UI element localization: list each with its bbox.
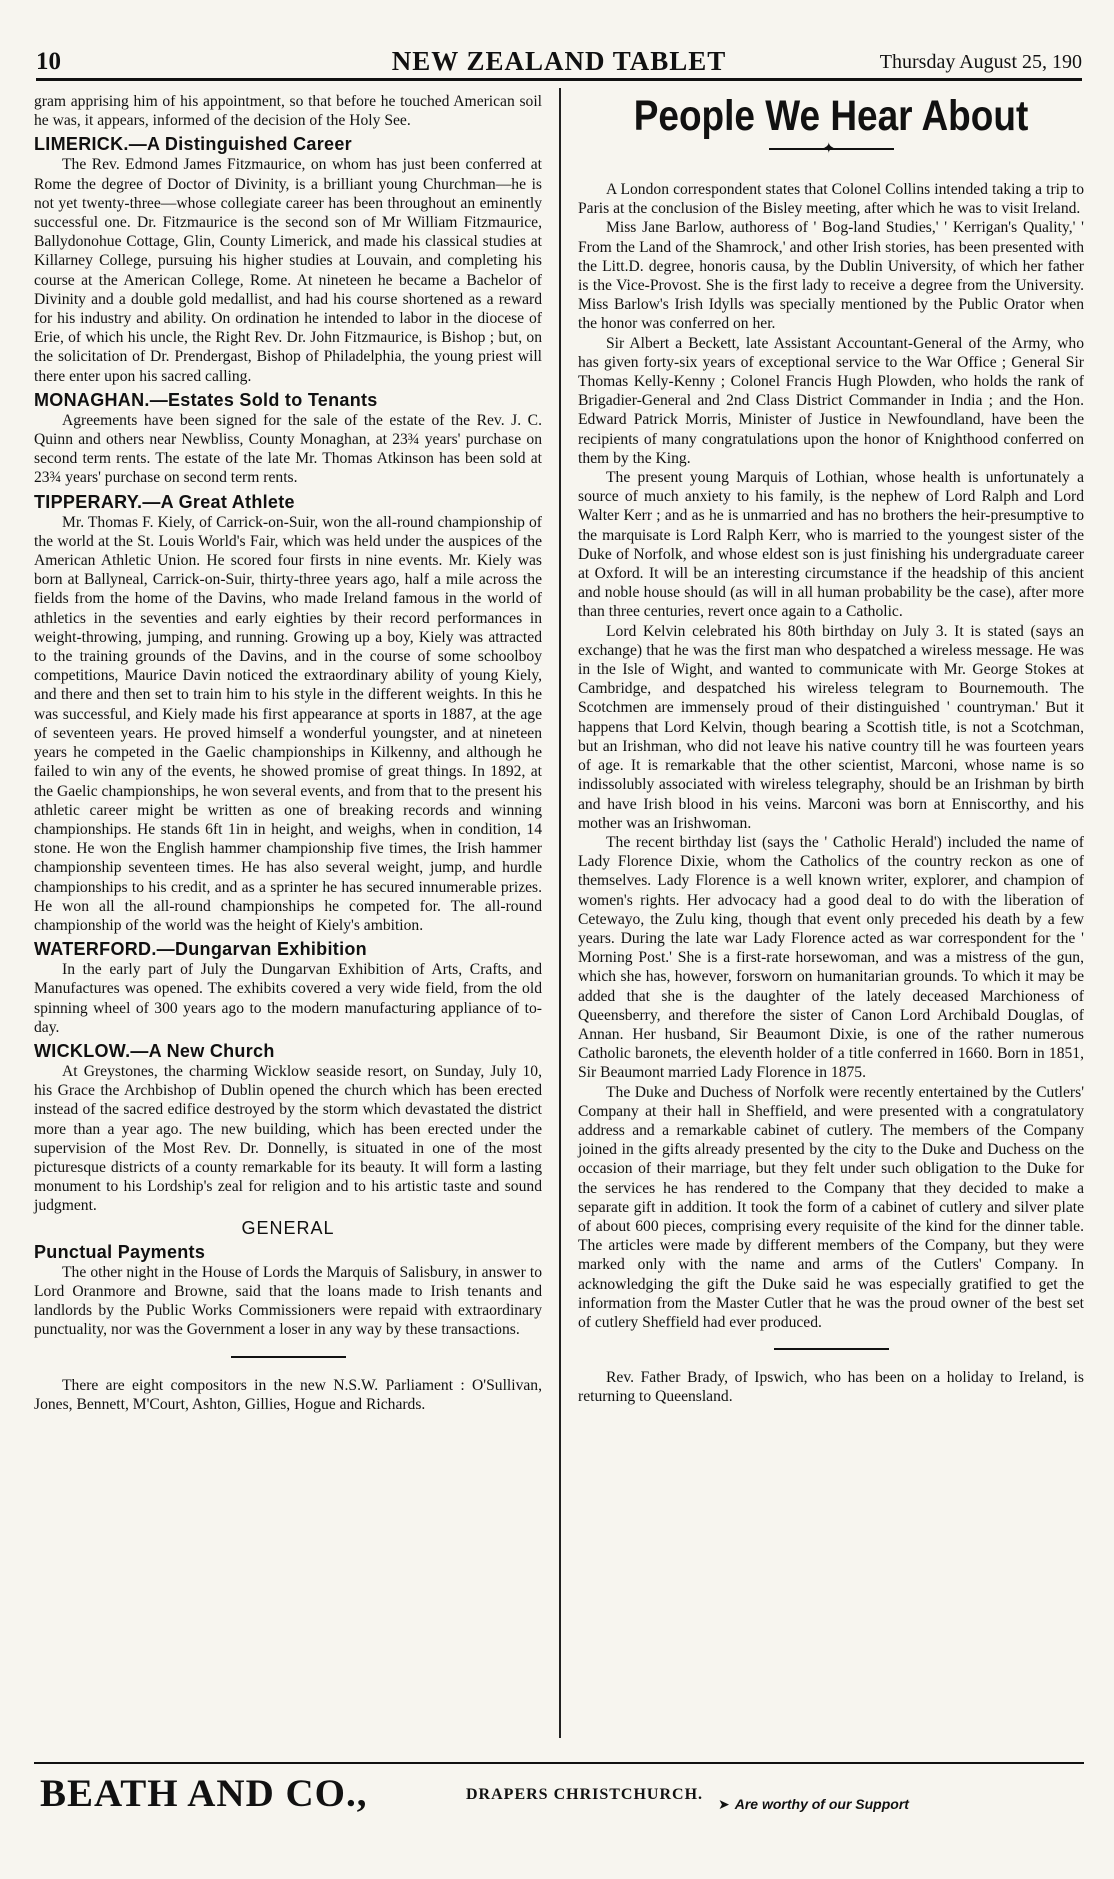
monaghan-heading: MONAGHAN.—Estates Sold to Tenants <box>34 389 378 410</box>
waterford-article: In the early part of July the Dungarvan Exhibition of Arts, Crafts, and Manufactures was opened. The exhibits covered a very wide field, from the old spinning wheel of 300 years ago to the modern manufacturing appliance of to-day. <box>34 961 542 1036</box>
general-heading: GENERAL <box>241 1217 335 1238</box>
barlow-paragraph: Miss Jane Barlow, authoress of ' Bog-land Studies,' ' Kerrigan's Quality,' ' From the Land of the Shamrock,' and other Irish stories, has been presented with the Litt.D. degree, honoris causa, by the Dublin University, of which her father is the Vice-Provost. She is the first lady to receive a degree from the University. Miss Barlow's Irish Idylls was specially mentioned by the Public Orator when the honor was conferred on her. <box>578 219 1084 333</box>
section-rule <box>774 1348 889 1350</box>
left-column <box>34 92 542 1414</box>
arrow-icon: ➤ <box>718 1796 730 1812</box>
column-divider <box>559 88 561 1738</box>
kelvin-paragraph: Lord Kelvin celebrated his 80th birthday on July 3. It is stated (says an exchange) that he was the first man who despatched a wireless message. He was in the Isle of Wight, and wanted to communicate with Mr. George Stokes at Cambridge, and despatched his wireless telegram to Bournemouth. The Scotchmen are immensely proud of their distinguished ' countryman.' But it happens that Lord Kelvin, though bearing a Scottish title, is not a Scotchman, but an Irishman, who did not leave his native country till he was fourteen years of age. It is remarkable that the other scientist, Marconi, whose name is so indissolubly associated with wireless telegraphy, should be an Irishman by birth and have Irish blood in his veins. Marconi was born at Enniscorthy, and his mother was an Irishwoman. <box>578 622 1084 832</box>
newspaper-title: NEW ZEALAND TABLET <box>391 46 727 76</box>
support-text: Are worthy of our Support <box>734 1796 909 1812</box>
support-note <box>718 1796 909 1813</box>
issue-date: Thursday August 25, 190 <box>879 51 1082 73</box>
compositors-note: There are eight compositors in the new N.S.W. Parliament : O'Sullivan, Jones, Bennett, M'Court, Ashton, Gillies, Hogue and Richards. <box>34 1376 542 1413</box>
advertiser-name: BEATH AND CO., <box>40 1772 368 1815</box>
diamond-icon: ✦ <box>822 141 836 157</box>
tipperary-article: Mr. Thomas F. Kiely, of Carrick-on-Suir, won the all-round championship of the world at the St. Louis World's Fair, which was held under the auspices of the American Athletic Union. He scored four firsts in nine events. Mr. Kiely was born at Ballyneal, Carrick-on-Suir, thirty-three years ago, half a mile across the fields from the home of the Davins, who made Ireland famous in the world of athletics in the seventies and early eighties by their record performances in weight-throwing, jumping, and running. Growing up a boy, Kiely was attracted to the training grounds of the Davins, and in the course of some schoolboy competitions, Maurice Davin noticed the extraordinary ability of young Kiely, and there and then set to train him to his style in the different weights. In this he was successful, and Kiely made his first appearance at sports in 1887, at the age of seventeen years. He proved himself a wonderful youngster, and at nineteen years he competed in the Gaelic championships in Kilkenny, and although he failed to win any of the events, he showed promise of great things. In 1892, at the Gaelic championships, he won several events, and from that to the present his athletic career might be written as one of breaking records and winning championships. He stands 6ft 1in in height, and weighs, when in condition, 14 stone. He won the English hammer championship five times, the Irish hammer championship seventeen times. He has also several weight, jump, and hurdle championships to his credit, and as a sprinter he has secured innumerable prizes. He won all the all-round championships he competed for. The all-round championship of the world was the height of Kiely's ambition. <box>34 513 542 934</box>
section-rule <box>231 1356 346 1358</box>
continued-paragraph: gram apprising him of his appointment, so that before he touched American soil he was, it appears, informed of the decision of the Holy See. <box>34 93 542 130</box>
masthead <box>36 44 1082 81</box>
norfolk-paragraph: The Duke and Duchess of Norfolk were recently entertained by the Cutlers' Company at their hall in Sheffield, and were presented with a congratulatory address and a remarkable cabinet of cutlery. The members of the Company joined in the gifts already presented by the city to the Duke and Duchess on the occasion of their marriage, but they felt under such obligation to the Duke for the services he has rendered to the Company that they decided to make a separate gift in addition. It took the form of a cabinet of cutlery and silver plate of about 600 pieces, comprising every requisite of the kind for the dinner table. The articles were made by different members of the Company, but they were marked only with the name and arms of the Cutlers' Company. In acknowledging the gift the Duke said he was especially gratified to get the information from the Master Cutler that he was the proud owner of the best set of cutlery Sheffield had ever produced. <box>578 1083 1084 1331</box>
punctual-article: The other night in the House of Lords the Marquis of Salisbury, in answer to Lord Oranmore and Browne, said that the loans made to Irish tenants and landlords by the Public Works Commissioners were repaid with extraordinary punctuality, nor was the Government a loser in any way by these transactions. <box>34 1263 542 1339</box>
wicklow-heading: WICKLOW.—A New Church <box>34 1040 275 1061</box>
punctual-heading: Punctual Payments <box>34 1241 206 1262</box>
title-ornament <box>769 141 894 158</box>
tipperary-heading: TIPPERARY.—A Great Athlete <box>34 491 295 512</box>
knighthood-paragraph: Sir Albert a Beckett, late Assistant Accountant-General of the Army, who has given forty-six years of exceptional service to the War Office ; General Sir Thomas Kelly-Kenny ; Colonel Francis Hugh Plowden, who holds the rank of Brigadier-General and 2nd Class District Commander in India ; and the Hon. Edward Patrick Morris, Minister of Justice in Newfoundland, have been the recipients of many congratulations upon the honor of Knighthood conferred on them by the King. <box>578 334 1084 467</box>
page-number: 10 <box>36 48 61 75</box>
wicklow-article: At Greystones, the charming Wicklow seaside resort, on Sunday, July 10, his Grace the Archbishop of Dublin opened the church which has been erected instead of the sacred edifice destroyed by the storm which devastated the district more than a year ago. The new building, which has been erected under the supervision of the Most Rev. Dr. Donnelly, is situated in one of the most picturesque districts of a county remarkable for its beauty. It will form a lasting monument to his Lordship's zeal for religion and to his artistic taste and sound judgment. <box>34 1062 542 1215</box>
footer-rule <box>34 1762 1084 1764</box>
section-title: People We Hear About <box>633 92 1029 140</box>
waterford-heading: WATERFORD.—Dungarvan Exhibition <box>34 939 367 960</box>
monaghan-article: Agreements have been signed for the sale of the estate of the Rev. J. C. Quinn and others near Newbliss, County Monaghan, at 23¾ years' purchase on second term rents. The estate of the late Mr. Thomas Atkinson has been sold at 23¾ years' purchase on second term rents. <box>34 411 542 487</box>
right-column <box>578 92 1084 1407</box>
limerick-heading: LIMERICK.—A Distinguished Career <box>34 134 352 155</box>
collins-paragraph: A London correspondent states that Colonel Collins intended taking a trip to Paris at the conclusion of the Bisley meeting, after which he was to visit Ireland. <box>578 181 1084 218</box>
advertiser-location: DRAPERS CHRISTCHURCH. <box>466 1786 704 1803</box>
brady-paragraph: Rev. Father Brady, of Ipswich, who has been on a holiday to Ireland, is returning to Queensland. <box>578 1369 1084 1406</box>
lothian-paragraph: The present young Marquis of Lothian, whose health is unfortunately a source of much anxiety to his family, is the nephew of Lord Ralph and Lord Walter Kerr ; and as he is unmarried and has no brothers the heir-presumptive to the marquisate is Lord Ralph Kerr, who is married to the youngest sister of the Duke of Norfolk, and whose eldest son is just finishing his undergraduate career at Oxford. It will be an interesting circumstance if the headship of this ancient and noble house should (as will in all human probability be the case), after more than three centuries, revert once again to a Catholic. <box>578 469 1084 621</box>
limerick-article: The Rev. Edmond James Fitzmaurice, on whom has just been conferred at Rome the degree of Doctor of Divinity, is a brilliant young Churchman—he is not yet twenty-three—whose collegiate career has been throughout an eminently successful one. Dr. Fitzmaurice is the second son of Mr William Fitzmaurice, Ballydonohue Cottage, Glin, County Limerick, and made his classical studies at Killarney College, pursuing his higher studies at Louvain, and completing his course at the American College, Rome. At nineteen he became a Bachelor of Divinity and a double gold medallist, and had his course shortened as a reward for his industry and ability. On ordination he intended to labor in the diocese of Erie, of which his uncle, the Right Rev. Dr. John Fitzmaurice, is Bishop ; but, on the solicitation of Dr. Prendergast, Bishop of Philadelphia, the young priest will there enter upon his sacred calling. <box>34 156 542 385</box>
dixie-paragraph: The recent birthday list (says the ' Catholic Herald') included the name of Lady Florence Dixie, whom the Catholics of the country reckon as one of themselves. Lady Florence is a well known writer, explorer, and champion of women's rights. Her advocacy had a good deal to do with the liberation of Cetewayo, the Zulu king, though that event only preceded his death by a few years. During the late war Lady Florence acted as war correspondent for the ' Morning Post.' She is a first-rate horsewoman, and was a mistress of the gun, which she has, however, forsworn on humanitarian grounds. To which it may be added that she is the daughter of the lately deceased Marchioness of Queensberry, and therefore the sister of Canon Lord Archibald Douglas, of Annan. Her husband, Sir Beaumont Dixie, is one of the rather numerous Catholic baronets, the eleventh holder of a title conferred in 1660. Born in 1851, Sir Beaumont married Lady Florence in 1875. <box>578 833 1084 1082</box>
